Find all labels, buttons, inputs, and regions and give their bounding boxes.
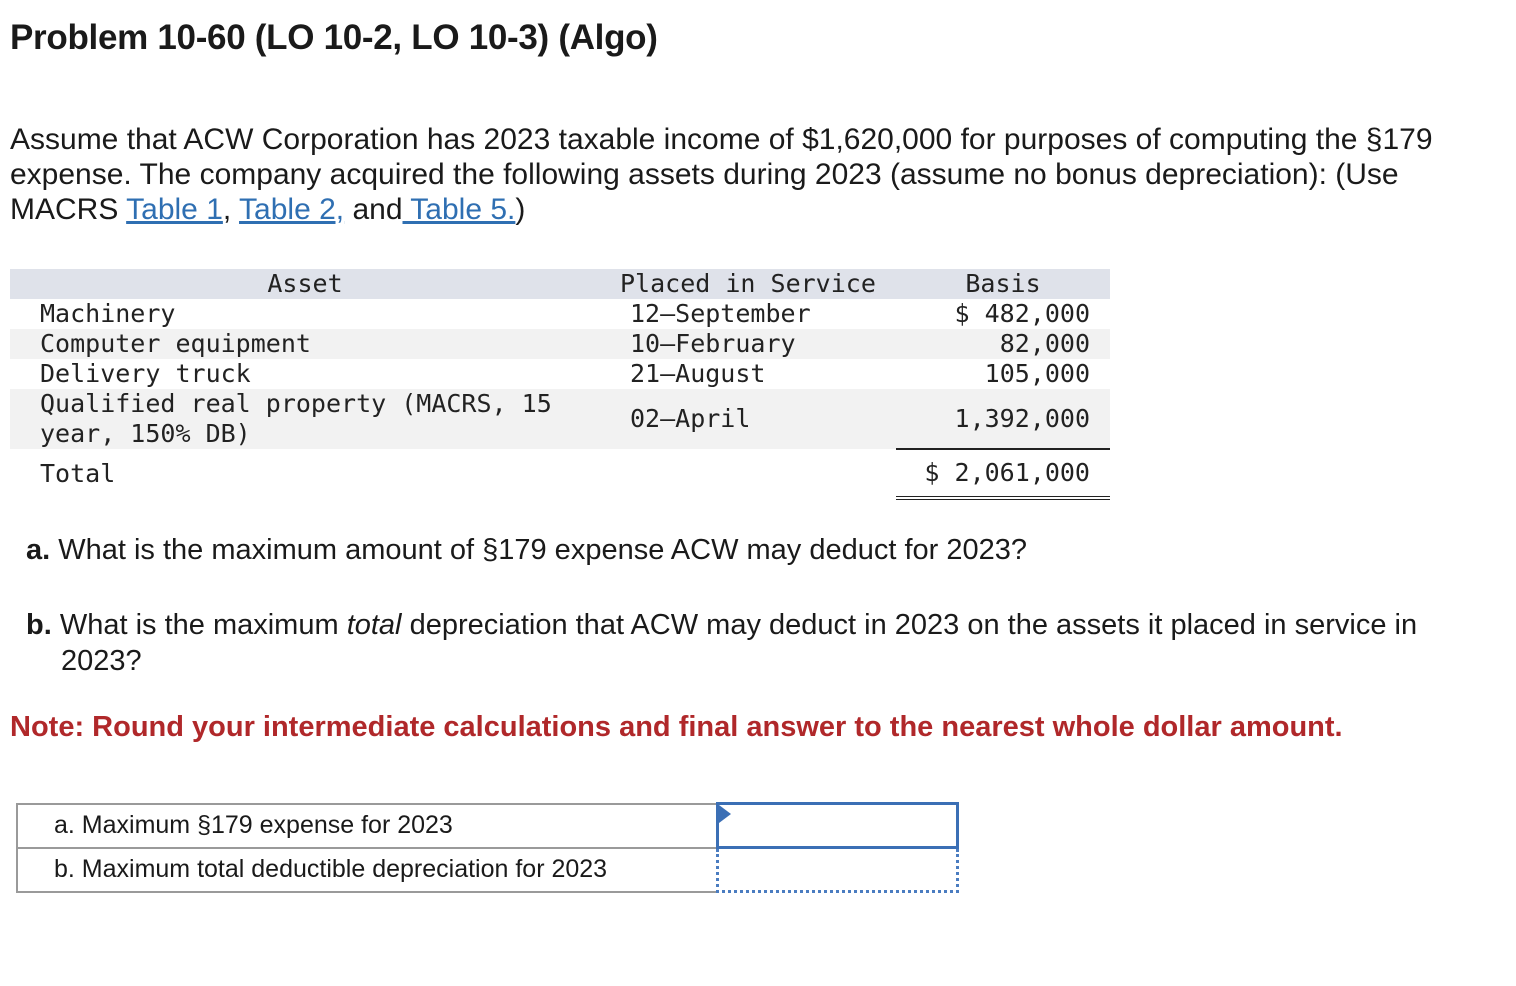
question-b [26,607,1501,679]
answer-row-a [17,804,957,848]
answer-table [16,802,959,893]
problem-intro [10,122,1470,227]
basis-value: 82,000 [896,329,1110,359]
question-b-text-post: depreciation that ACW may deduct in 2023 on the assets it placed in service in 2023? [61,609,1418,677]
asset-name: Computer equipment [10,329,600,359]
link-table-2[interactable]: Table 2, [239,193,345,226]
question-b-label: b. [26,609,52,641]
total-empty [600,449,896,498]
basis-value: $ 482,000 [954,299,1090,328]
basis-value: 1,392,000 [896,389,1110,449]
question-a-label: a. [26,534,51,566]
placed-date: 10–February [600,329,896,359]
asset-name: Delivery truck [40,359,251,388]
page-title: Problem 10-60 (LO 10-2, LO 10-3) (Algo) [10,18,658,57]
placed-date: 12–September [630,299,811,328]
link-table-1[interactable]: Table 1 [126,193,223,226]
table-row [10,329,1110,359]
asset-table-header [10,269,1110,299]
total-row [10,449,1110,498]
asset-name-line-2: year, 150% DB) [40,419,251,448]
answer-b-input[interactable] [719,849,956,890]
question-a-text: What is the maximum amount of §179 expense ACW may deduct for 2023? [50,534,1028,566]
header-placed-in-service: Placed in Service [600,269,896,299]
active-cell-marker-icon [719,805,731,823]
total-label: Total [10,449,600,498]
total-basis: $ 2,061,000 [896,449,1110,498]
answer-a-input[interactable] [719,805,956,846]
question-a [26,532,1027,568]
table-row [10,299,1110,329]
intro-separator-1: , [222,193,240,226]
question-b-text-pre: What is the maximum [51,609,347,641]
intro-text: Assume that ACW Corporation has 2023 taxable income of $1,620,000 for purposes of computing the §179 expense. The company acquired the following assets during 2023 (assume no bonus depreciation): (Use MACRS [10,123,1433,226]
answer-a-label: a. Maximum §179 expense for 2023 [17,804,717,848]
basis-value: 105,000 [984,359,1090,388]
placed-date: 21–August [630,359,766,388]
intro-end: ) [515,193,526,226]
header-basis: Basis [896,269,1110,299]
table-row [10,389,1110,449]
asset-name: Machinery [40,299,176,328]
question-b-emphasis: total [346,609,402,641]
asset-name [10,389,600,449]
table-row [10,359,1110,389]
header-asset: Asset [10,269,600,299]
answer-a-cell[interactable] [717,804,957,848]
asset-name-line-1: Qualified real property (MACRS, 15 [40,389,552,418]
answer-b-cell[interactable] [717,848,957,892]
placed-date: 02–April [600,389,896,449]
link-table-5[interactable]: Table 5. [402,193,516,226]
asset-table [10,269,1110,500]
answer-b-label: b. Maximum total deductible depreciation for 2023 [17,848,717,892]
rounding-note: Note: Round your intermediate calculations and final answer to the nearest whole dollar amount. [10,711,1343,743]
intro-separator-2: and [344,193,403,226]
answer-row-b [17,848,957,892]
